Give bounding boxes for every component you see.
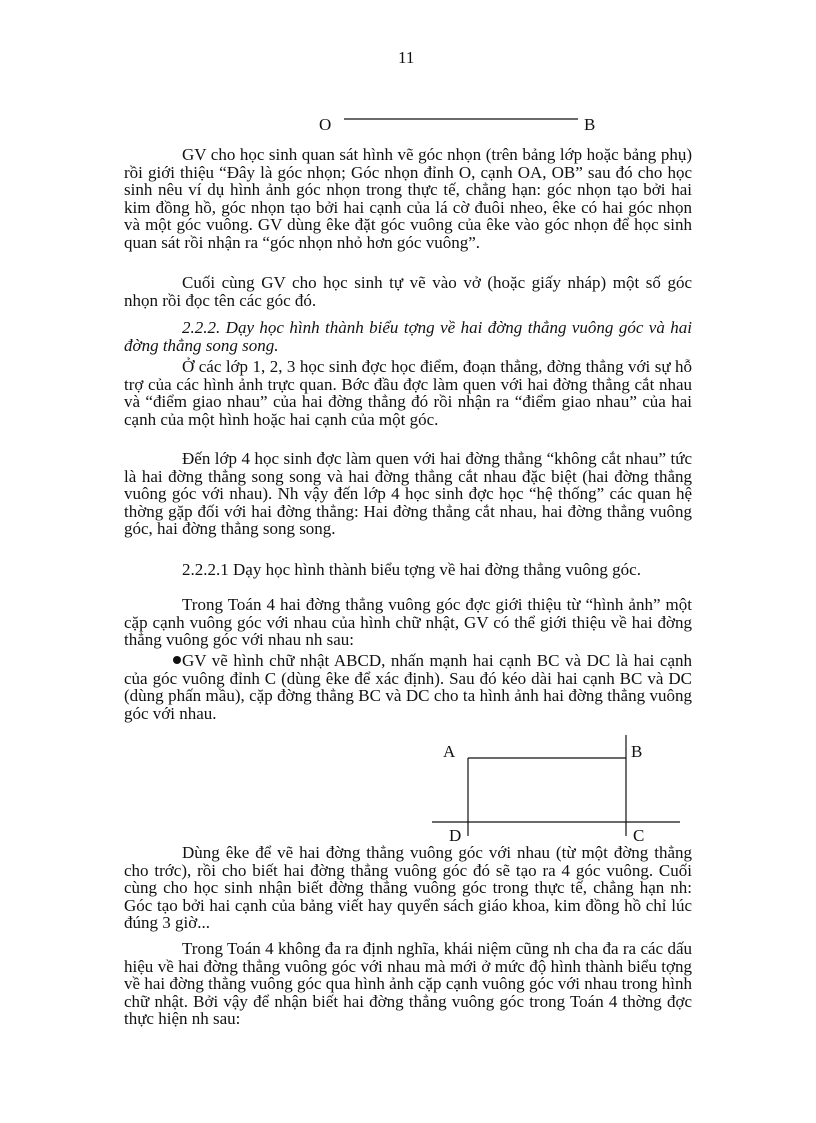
label-o: O — [319, 115, 332, 134]
paragraph-text: Cuối cùng GV cho học sinh tự vẽ vào vở (hoặc giấy nháp) một số góc nhọn rồi đọc tên các góc đó. — [124, 273, 692, 310]
paragraph-acute-angle-intro — [124, 146, 692, 251]
paragraph-text: Trong Toán 4 hai đờng thẳng vuông góc đợc giới thiệu từ “hình ảnh” một cặp cạnh vuông góc với nhau của hình chữ nhật, GV có thể giới thiệu về hai đờng thẳng vuông góc với nhau nh sau: — [124, 595, 692, 649]
label-d: D — [449, 826, 462, 845]
paragraph-drawing-perpendicular — [124, 844, 692, 932]
bullet-item-rectangle — [124, 652, 692, 722]
ray-ob-figure — [316, 108, 606, 136]
label-a: A — [443, 742, 456, 761]
label-b: B — [631, 742, 643, 761]
heading-text: 2.2.2.1 Dạy học hình thành biểu tợng về hai đờng thẳng vuông góc. — [182, 560, 641, 579]
paragraph-grade-4 — [124, 450, 692, 538]
paragraph-text: Dùng êke để vẽ hai đờng thẳng vuông góc với nhau (từ một đờng thẳng cho trớc), rồi cho biết hai đờng thẳng vuông góc đó sẽ tạo ra 4 góc vuông. Cuối cùng cho học sinh nhận biết đờng thẳng vuông góc trong thực tế, chẳng hạn nh: Góc tạo bởi hai cạnh của bảng viết hay quyển sách giáo khoa, kim đồng hồ chỉ lúc đúng 3 giờ... — [124, 843, 692, 932]
paragraph-text: Đến lớp 4 học sinh đợc làm quen với hai đờng thẳng “không cắt nhau” tức là hai đờng thẳng song song và hai đờng thẳng cắt nhau đặc biệt (hai đờng thẳng vuông góc với nhau). Nh vậy đến lớp 4 học sinh đợc học “hệ thống” các quan hệ thờng gặp đối với hai đờng thẳng: Hai đờng thẳng cắt nhau, hai đờng thẳng vuông góc, hai đờng thẳng song song. — [124, 449, 692, 538]
paragraph-no-definition — [124, 940, 692, 1028]
bullet-text: GV vẽ hình chữ nhật ABCD, nhấn mạnh hai cạnh BC và DC là hai cạnh của góc vuông đỉnh C (dùng êke để xác định). Sau đó kéo dài hai cạnh BC và DC (dùng phấn mầu), cặp đờng thẳng BC và DC cho ta hình ảnh hai đờng thẳng vuông góc với nhau. — [124, 651, 692, 723]
section-heading-2-2-2 — [124, 319, 692, 354]
section-heading-2-2-2-1 — [124, 561, 692, 579]
page-number: 11 — [398, 48, 415, 67]
paragraph-perpendicular-intro — [124, 596, 692, 649]
paragraph-text: GV cho học sinh quan sát hình vẽ góc nhọn (trên bảng lớp hoặc bảng phụ) rồi giới thiệu “Đây là góc nhọn; Góc nhọn đỉnh O, cạnh OA, OB” sau đó cho học sinh nêu ví dụ hình ảnh góc nhọn trong thực tế, chẳng hạn: góc nhọn tạo bởi hai kim đồng hồ, góc nhọn tạo bởi hai cạnh của lá cờ đuôi nheo, êke có hai góc nhọn và một góc vuông. GV dùng êke đặt góc vuông của êke vào góc nhọn để học sinh quan sát rồi nhận ra “góc nhọn nhỏ hơn góc vuông”. — [124, 145, 692, 252]
heading-text: 2.2.2. Dạy học hình thành biểu tợng về hai đờng thẳng vuông góc và hai đờng thẳng song song. — [124, 318, 692, 355]
paragraph-text: Ở các lớp 1, 2, 3 học sinh đợc học điểm, đoạn thẳng, đờng thẳng với sự hỗ trợ của các hình ảnh trực quan. Bớc đầu đợc làm quen với hai đờng thẳng cắt nhau và “điểm giao nhau” của hai đờng thẳng đó rồi nhận ra “điểm giao nhau” của hai cạnh của một hình hoặc hai cạnh của một góc. — [124, 357, 692, 429]
paragraph-text: Trong Toán 4 không đa ra định nghĩa, khái niệm cũng nh cha đa ra các dấu hiệu về hai đờng thẳng vuông góc với nhau mà mới ở mức độ hình thành biểu tợng về hai đờng thẳng vuông góc qua hình ảnh cặp cạnh vuông góc với nhau trong hình chữ nhật. Bởi vậy để nhận biết hai đờng thẳng vuông góc trong Toán 4 thờng đợc thực hiện nh sau: — [124, 939, 692, 1028]
label-c: C — [633, 826, 645, 845]
rectangle-abcd-figure — [430, 735, 690, 850]
paragraph-grades-1-3 — [124, 358, 692, 428]
paragraph-acute-angle-practice — [124, 274, 692, 309]
label-b: B — [584, 115, 596, 134]
